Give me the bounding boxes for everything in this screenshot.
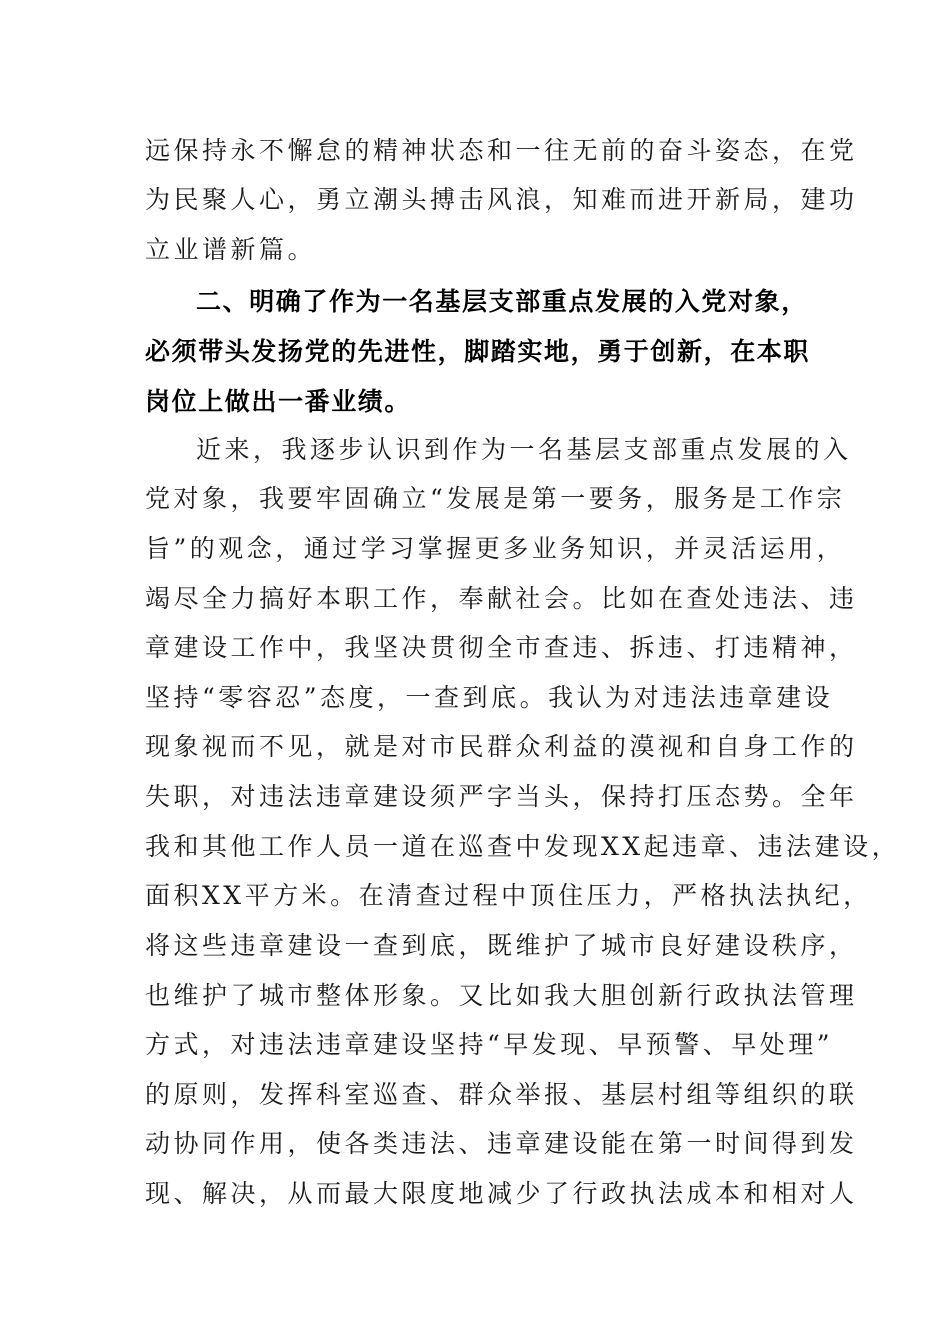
text-line: 立业谱新篇。 bbox=[145, 235, 317, 264]
text-line: 章建设工作中，我坚决贯彻全市查违、拆违、打违精神， bbox=[145, 633, 858, 662]
text-line: 现、解决，从而最大限度地减少了行政执法成本和相对人 bbox=[145, 1179, 858, 1208]
text-line: 现象视而不见，就是对市民群众利益的漠视和自身工作的 bbox=[145, 732, 858, 761]
text-line: 竭尽全力搞好本职工作，奉献社会。比如在查处违法、违 bbox=[145, 584, 858, 613]
text-line: 党对象，我要牢固确立“发展是第一要务，服务是工作宗 bbox=[145, 484, 846, 513]
text-line: 坚持“零容忍”态度，一查到底。我认为对违法违章建设 bbox=[145, 683, 834, 712]
text-line: 面积XX平方米。在清查过程中顶住压力，严格执法执纪， bbox=[145, 881, 872, 910]
text-line: 动协同作用，使各类违法、违章建设能在第一时间得到发 bbox=[145, 1129, 858, 1158]
section-heading-line: 必须带头发扬党的先进性，脚踏实地，勇于创新，在本职 bbox=[145, 337, 811, 366]
text-line: 的原则，发挥科室巡查、群众举报、基层村组等组织的联 bbox=[145, 1080, 858, 1109]
text-line: 为民聚人心，勇立潮头搏击风浪，知难而进开新局，建功 bbox=[145, 185, 858, 214]
text-line: 方式，对违法违章建设坚持“早发现、早预警、早处理” bbox=[145, 1030, 834, 1059]
text-line: 旨”的观念，通过学习掌握更多业务知识，并灵活运用， bbox=[145, 534, 846, 563]
section-heading-line: 二、明确了作为一名基层支部重点发展的入党对象， bbox=[196, 287, 808, 316]
paragraph-first-line: 近来，我逐步认识到作为一名基层支部重点发展的入 bbox=[196, 435, 852, 464]
text-line: 远保持永不懈怠的精神状态和一往无前的奋斗姿态，在党 bbox=[145, 136, 858, 165]
section-heading-line: 岗位上做出一番业绩。 bbox=[145, 387, 412, 416]
text-line: 也维护了城市整体形象。又比如我大胆创新行政执法管理 bbox=[145, 981, 858, 1010]
text-line: 我和其他工作人员一道在巡查中发现XX起违章、违法建设， bbox=[145, 832, 901, 861]
text-line: 将这些违章建设一查到底，既维护了城市良好建设秩序， bbox=[145, 931, 858, 960]
text-line: 失职，对违法违章建设须严字当头，保持打压态势。全年 bbox=[145, 782, 858, 811]
